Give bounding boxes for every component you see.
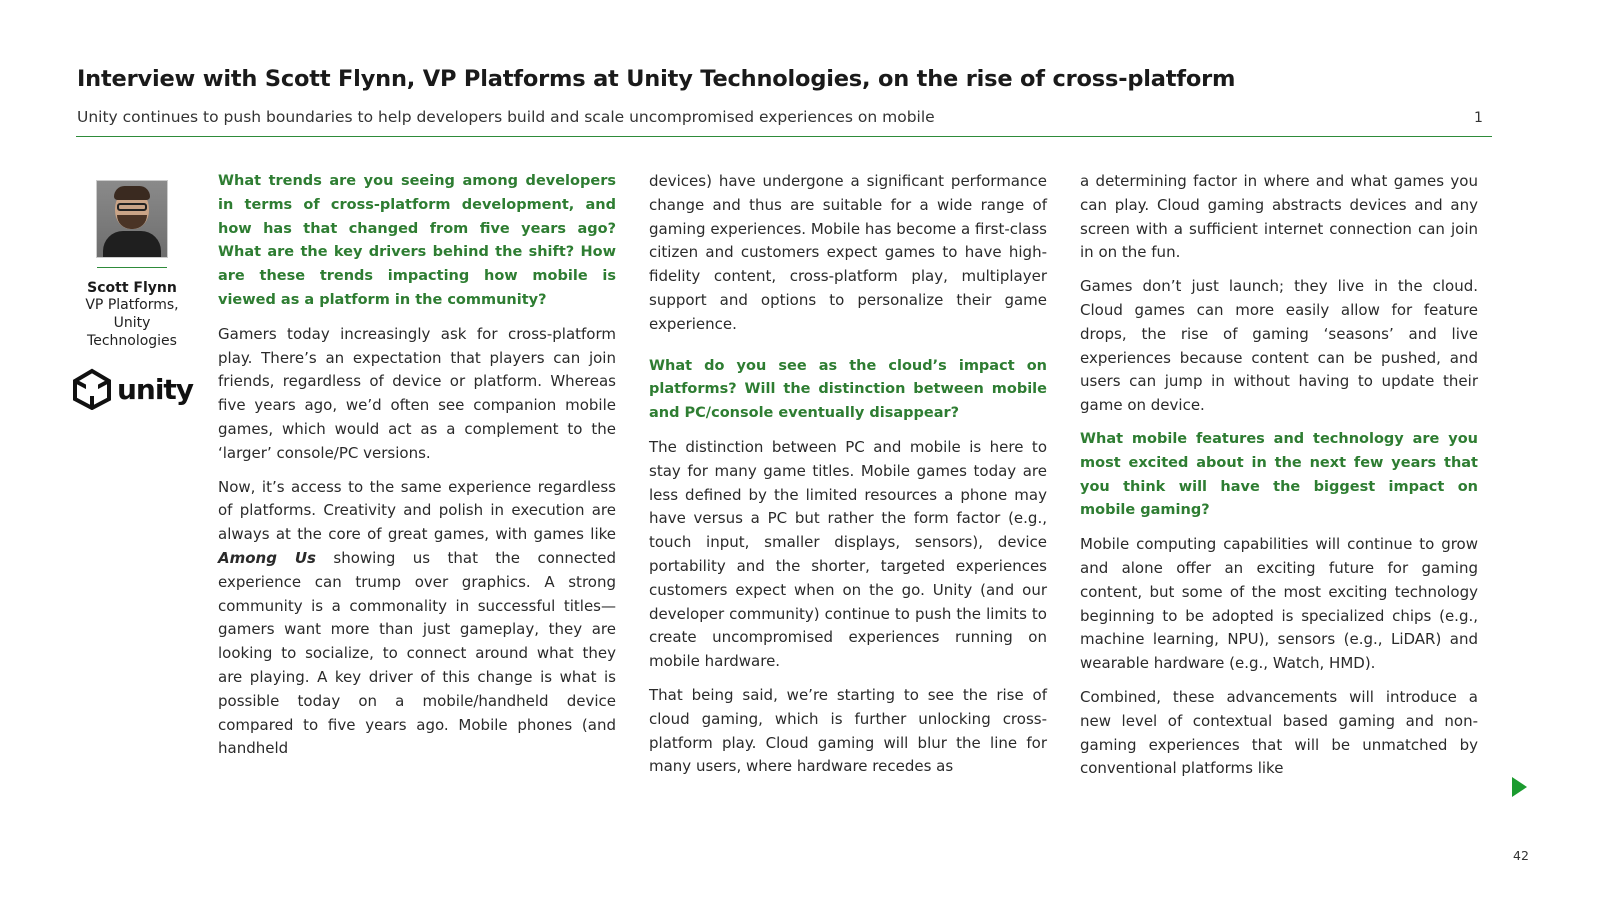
page-subtitle: Unity continues to push boundaries to help developers build and scale uncompromised experiences on mobile (77, 108, 935, 126)
person-role: VP Platforms, Unity Technologies (85, 297, 179, 349)
section-number: 1 (1474, 110, 1483, 126)
answer-paragraph: devices) have undergone a significant performance change and thus are suitable for a wide range of gaming experiences. Mobile has become a first-class citizen and customers expect games to have high-fidelity content, cross-platform play, multiplayer support and options to personalize their game experience. (649, 172, 1047, 333)
answer-paragraph (218, 476, 616, 762)
unity-cube-logo-icon (71, 368, 113, 410)
header-divider (76, 136, 1492, 137)
photo-divider (97, 267, 167, 268)
person-name: Scott Flynn (87, 280, 177, 296)
answer-paragraph: Gamers today increasingly ask for cross-platform play. There’s an expectation that players can join friends, regardless of device or platform. Whereas five years ago, we’d often see companion mobile games, which would act as a complement to the ‘larger’ console/PC versions. (218, 324, 616, 462)
game-title-emphasis: Among Us (218, 548, 316, 567)
answer-paragraph: a determining factor in where and what games you can play. Cloud gaming abstracts devices and any screen with a sufficient internet connection can join in on the fun. (1080, 172, 1478, 262)
answer-paragraph: Mobile computing capabilities will continue to grow and alone offer an exciting future for gaming content, but some of the most exciting technology beginning to be adopted is specialized chips (e.g., machine learning, NPU), sensors (e.g., LiDAR) and wearable hardware (e.g., Watch, HMD). (1080, 535, 1478, 673)
page-title: Interview with Scott Flynn, VP Platforms at Unity Technologies, on the rise of cross-platform (77, 66, 1236, 92)
profile-card (62, 180, 202, 414)
unity-logo-text: unity (116, 372, 194, 406)
question-3: What mobile features and technology are you most excited about in the next few years that you think will have the biggest impact on mobile gaming? (1080, 430, 1478, 519)
answer-paragraph: Games don’t just launch; they live in the cloud. Cloud games can more easily allow for feature drops, the rise of gaming ‘seasons’ and live experiences because content can be pushed, and users can jump in without having to update their game on device. (1080, 277, 1478, 415)
text-column-1 (218, 170, 616, 771)
answer-paragraph: That being said, we’re starting to see the rise of cloud gaming, which is further unlocking cross-platform play. Cloud gaming will blur the line for many users, where hardware recedes as (649, 685, 1047, 776)
answer-paragraph: The distinction between PC and mobile is here to stay for many game titles. Mobile games today are less defined by the limited resources a phone may have versus a PC but rather the form factor (e.g., touch input, smaller displays, sensors), device portability and the shorter, targeted experiences customers expect when on the go. Unity (and our developer community) continue to push the limits to create uncompromised experiences running on mobile hardware. (649, 437, 1047, 671)
person-photo (96, 180, 168, 258)
text-column-3 (1080, 170, 1478, 791)
next-page-play-arrow-icon[interactable] (1512, 777, 1527, 797)
answer-text: showing us that the connected experience can trump over graphics. A strong community is a commonality in successful titles—gamers want more than just gameplay, they are looking to socialize, to connect around what they are playing. A key driver of this change is what is possible today on a mobile/handheld device compared to five years ago. Mobile phones (and handheld (218, 548, 616, 758)
unity-logo (72, 364, 192, 414)
question-2: What do you see as the cloud’s impact on platforms? Will the distinction between mobile and PC/console eventually disappear? (649, 357, 1047, 422)
page-number: 42 (1513, 848, 1529, 863)
question-1: What trends are you seeing among developers in terms of cross-platform development, and how has that changed from five years ago? What are the key drivers behind the shift? How are these trends impacting how mobile is viewed as a platform in the community? (218, 173, 616, 308)
answer-paragraph: Combined, these advancements will introduce a new level of contextual based gaming and non-gaming experiences that will be unmatched by conventional platforms like (1080, 687, 1478, 778)
answer-text: Now, it’s access to the same experience regardless of platforms. Creativity and polish in execution are always at the core of great games, with games like (218, 477, 616, 544)
text-column-2 (649, 170, 1047, 789)
